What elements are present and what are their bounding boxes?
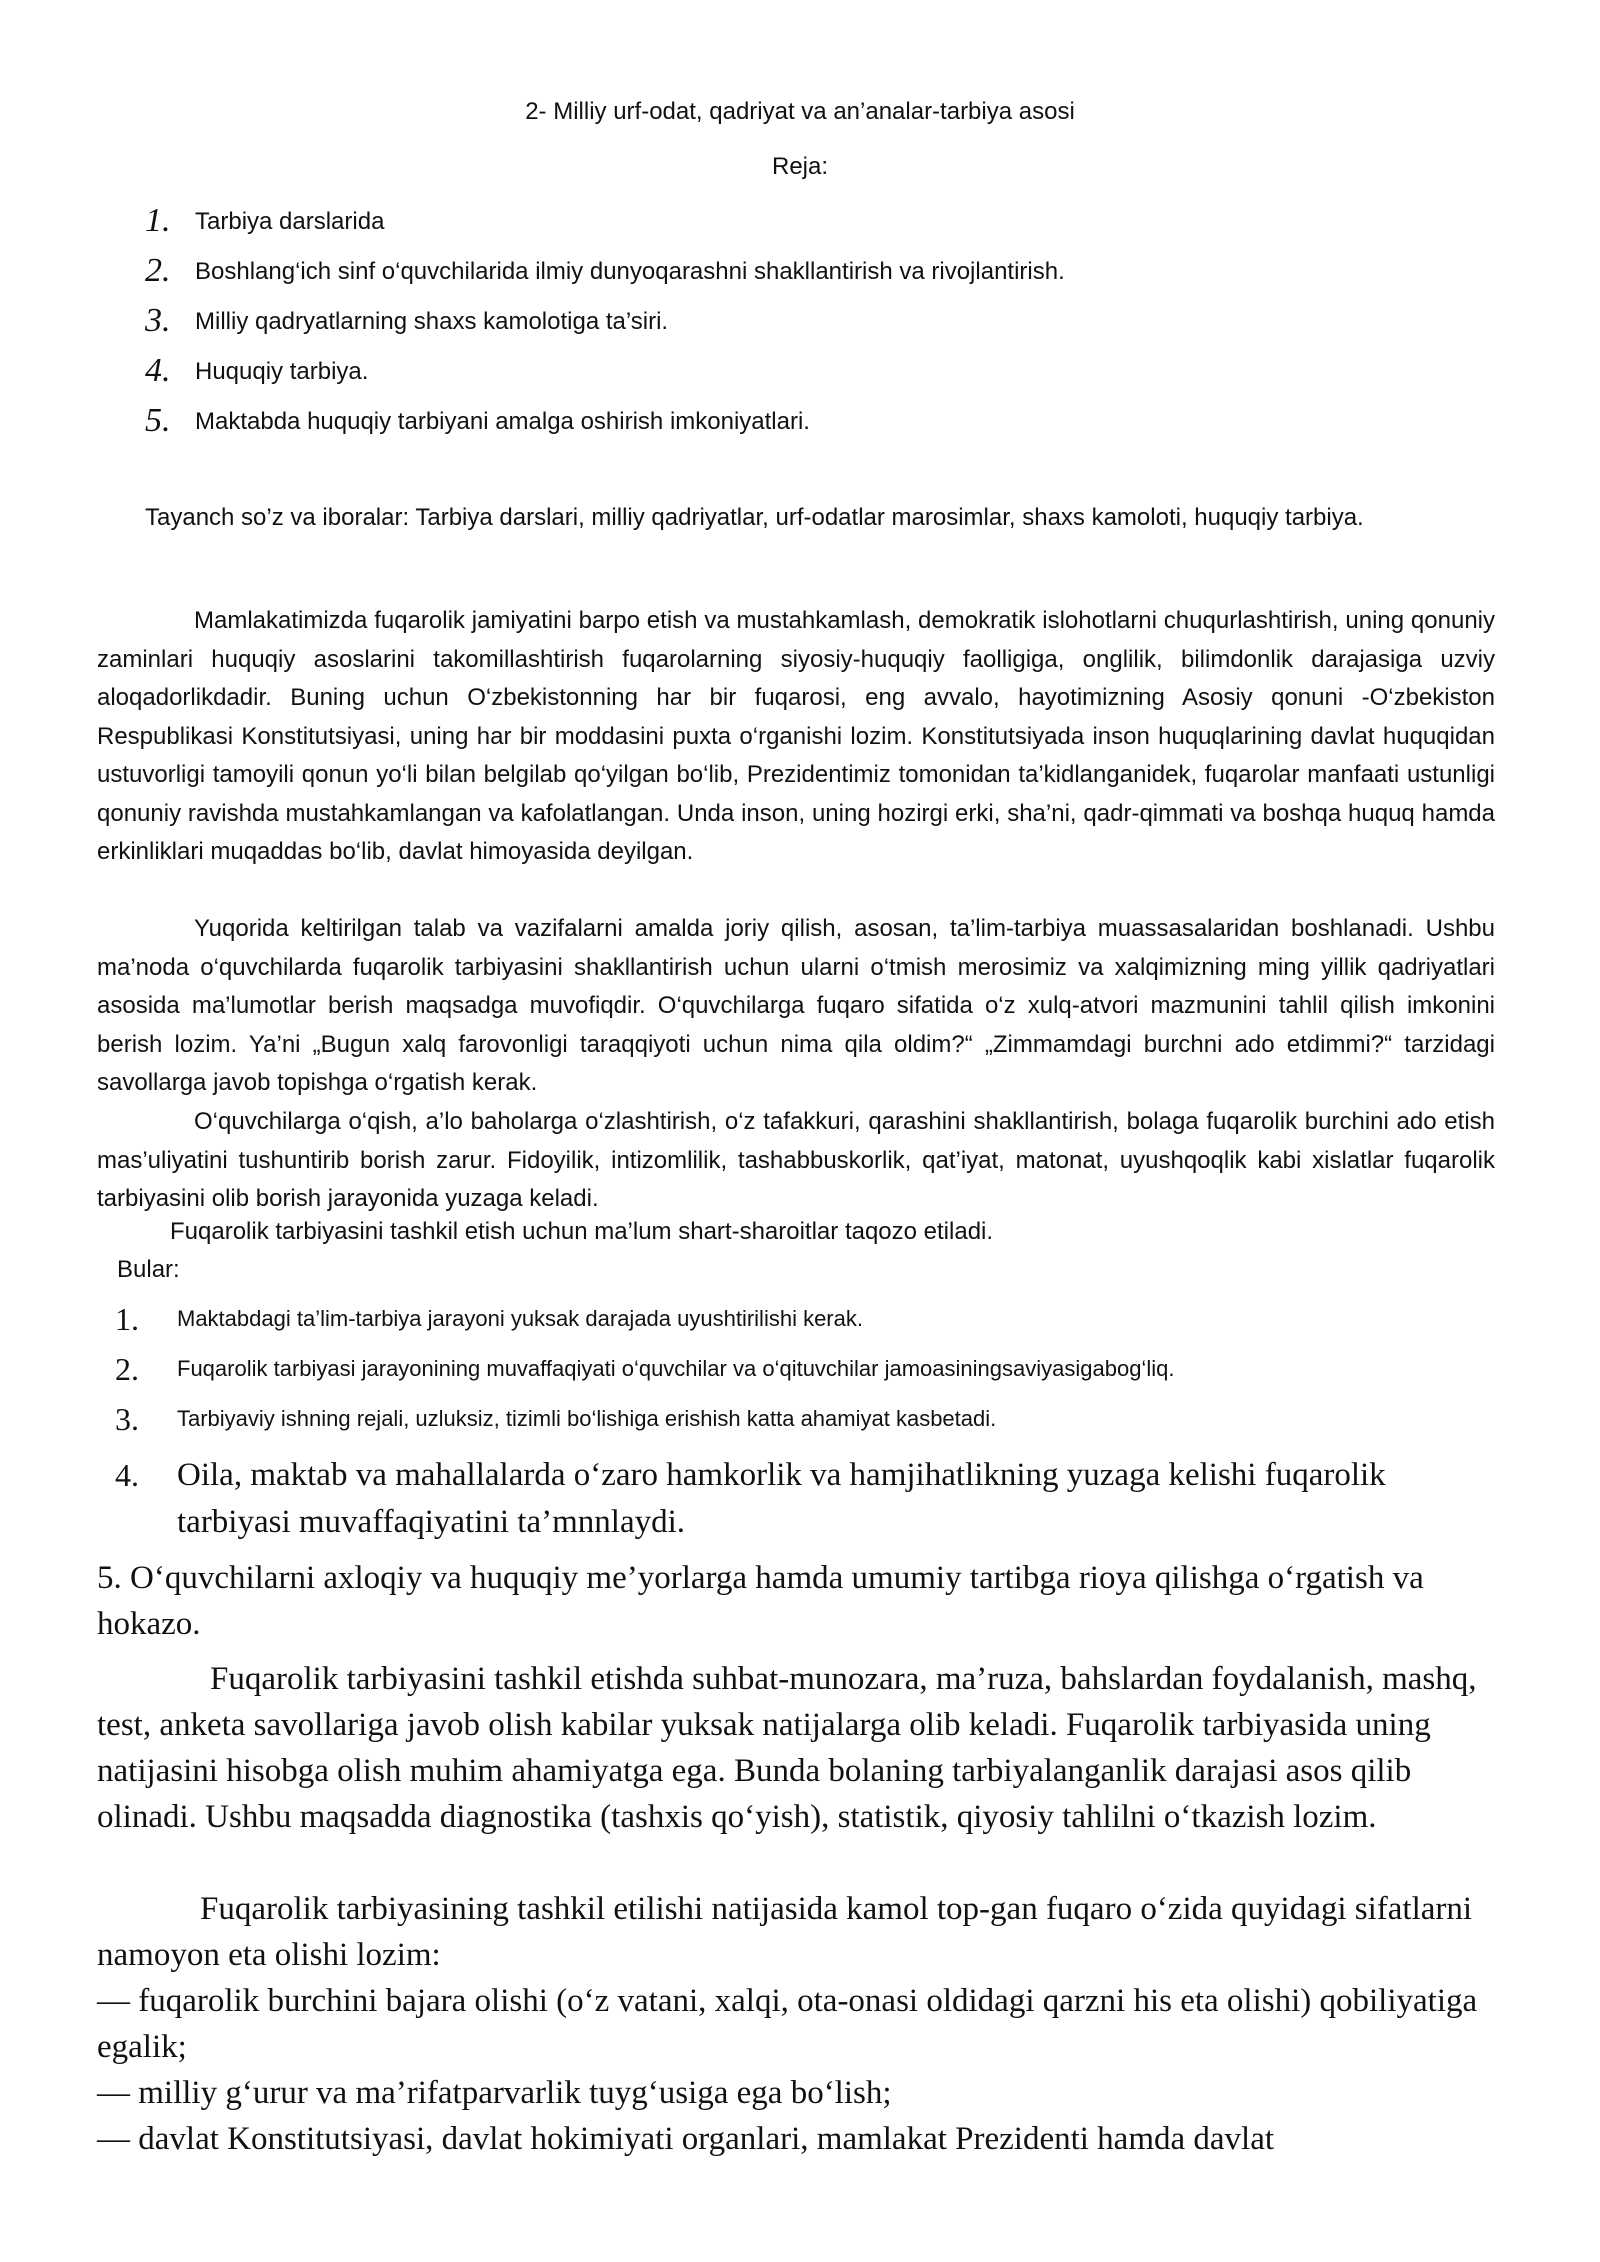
conditions-intro: Fuqarolik tarbiyasini tashkil etish uchun ma’lum shart-sharoitlar taqozo etiladi.: [170, 1218, 994, 1245]
quality-item: — fuqarolik burchini bajara olishi (o‘z vatani, xalqi, ota-onasi oldidagi qarzni his eta olishi) qobiliyatiga egalik;: [97, 1983, 1478, 2065]
plan-item: [145, 402, 1495, 458]
qualities-paragraph: Fuqarolik tarbiyasining tashkil etilishi natijasida kamol top-gan fuqaro o‘zida quyidagi sifatlarni namoyon eta olishi lozim:: [97, 1891, 1473, 1973]
plan-item-text: Boshlang‘ich sinf o‘quvchilarida ilmiy dunyoqarashni shakllantirish va rivojlantirish.: [195, 258, 1065, 285]
methods-paragraph: Fuqarolik tarbiyasini tashkil etishda suhbat-munozara, ma’ruza, bahslardan foydalanish, mashq, test, anketa savollariga javob olish kabilar yuksak natijalarga olib keladi. Fuqarolik tarbiyasida uning natijasini hisobga olish muhim ahamiyatga ega. Bunda bolaning tarbiyalanganlik darajasi asos qilib olinadi. Ushbu maqsadda diagnostika (tashxis qo‘yish), statistik, qiyosiy tahlilni o‘tkazish lozim.: [97, 1661, 1477, 1835]
plan-item-number: 1.: [145, 202, 171, 239]
plan-heading: Reja:: [771, 153, 829, 180]
document-title: 2- Milliy urf-odat, qadriyat va an’analar-tarbiya asosi: [525, 98, 1075, 125]
quality-item: — davlat Konstitutsiyasi, davlat hokimiyati organlari, mamlakat Prezidenti hamda davlat: [97, 2121, 1275, 2157]
conditions-label: Bular:: [117, 1256, 180, 1283]
plan-item-number: 3.: [145, 302, 171, 339]
plan-item-number: 5.: [145, 402, 171, 439]
plan-item: [145, 352, 1495, 408]
condition-number: 2.: [115, 1351, 139, 1387]
condition-item: [115, 1402, 1495, 1452]
plan-list: [145, 202, 1495, 458]
plan-item-text: Tarbiya darslarida: [195, 208, 385, 235]
plan-item-number: 2.: [145, 252, 171, 289]
condition-text: Tarbiyaviy ishning rejali, uzluksiz, tizimli bo‘lishiga erishish katta ahamiyat kasbetadi.: [177, 1406, 997, 1431]
condition-text: Fuqarolik tarbiyasi jarayonining muvaffaqiyati o‘quvchilar va o‘qituvchilar jamoasiningsaviyasigabog‘liq.: [177, 1356, 1175, 1381]
body-paragraph: Yuqorida keltirilgan talab va vazifalarni amalda joriy qilish, asosan, ta’lim-tarbiya muassasalaridan boshlanadi. Ushbu ma’noda o‘quvchilarda fuqarolik tarbiyasini shakllantirish uchun ularni o‘tmish merosimiz va xalqimizning ming yillik qadriyatlari asosida ma’lumotlar berish maqsadga muvofiqdir. O‘quvchilarga fuqaro sifatida o‘z xulq-atvori mazmunini tahlil qilish imkonini berish lozim. Ya’ni „Bugun xalq farovonligi taraqqiyoti uchun nima qila oldim?“ „Zimmamdagi burchni ado etdimmi?“ tarzidagi savollarga javob topishga o‘rgatish kerak.: [97, 915, 1495, 1096]
plan-item: [145, 302, 1495, 358]
condition-number: 1.: [115, 1301, 139, 1337]
condition-text: Maktabdagi ta’lim-tarbiya jarayoni yuksak darajada uyushtirilishi kerak.: [177, 1306, 863, 1331]
condition-item-5: 5. O‘quvchilarni axloqiy va huquqiy me’yorlarga hamda umumiy tartibga rioya qilishga o‘rgatish va hokazo.: [97, 1560, 1424, 1642]
plan-item: [145, 202, 1495, 258]
conditions-list: [115, 1302, 1495, 1546]
quality-item: — milliy g‘urur va ma’rifatparvarlik tuyg‘usiga ega bo‘lish;: [97, 2075, 892, 2111]
condition-item: [115, 1452, 1495, 1546]
condition-number: 4.: [115, 1457, 139, 1493]
condition-number: 3.: [115, 1401, 139, 1437]
body-paragraph: Mamlakatimizda fuqarolik jamiyatini barpo etish va mustahkamlash, demokratik islohotlarni chuqurlashtirish, uning qonuniy zaminlari huquqiy asoslarini takomillashtirish fuqarolarning siyosiy-huquqiy faolligiga, onglilik, bilimdonlik darajasiga uzviy aloqadorlikdadir. Buning uchun O‘zbekistonning har bir fuqarosi, eng avvalo, hayotimizning Asosiy qonuni -O‘zbekiston Respublikasi Konstitutsiyasi, uning har bir moddasini puxta o‘rganishi lozim. Konstitutsiyada inson huquqlarining davlat huquqidan ustuvorligi tamoyili qonun yo‘li bilan belgilab qo‘yilgan bo‘lib, Prezidentimiz tomonidan ta’kidlanganidek, fuqarolar manfaati ustunligi qonuniy ravishda mustahkamlangan va kafolatlangan. Unda inson, uning hozirgi erki, sha’ni, qadr-qimmati va boshqa huquq hamda erkinliklari muqaddas bo‘lib, davlat himoyasida deyilgan.: [97, 607, 1495, 865]
condition-text: Oila, maktab va mahallalarda o‘zaro hamkorlik va hamjihatlikning yuzaga kelishi fuqarolik tarbiyasi muvaffaqiyatini ta’mnnlaydi.: [177, 1457, 1386, 1540]
plan-item-text: Maktabda huquqiy tarbiyani amalga oshirish imkoniyatlari.: [195, 408, 810, 435]
condition-item: [115, 1352, 1495, 1402]
plan-item-text: Huquqiy tarbiya.: [195, 358, 369, 385]
condition-item: [115, 1302, 1495, 1352]
body-paragraph: O‘quvchilarga o‘qish, a’lo baholarga o‘zlashtirish, o‘z tafakkuri, qarashini shakllantirish, bolaga fuqarolik burchini ado etish mas’uliyatini tushuntirib borish zarur. Fidoyilik, intizomlilik, tashabbuskorlik, qat’iyat, matonat, uyushqoqlik kabi xislatlar fuqarolik tarbiyasini olib borish jarayonida yuzaga keladi.: [97, 1108, 1495, 1212]
plan-item: [145, 252, 1495, 308]
keywords-paragraph: Tayanch so’z va iboralar: Tarbiya darslari, milliy qadriyatlar, urf-odatlar marosimlar, shaxs kamoloti, huquqiy tarbiya.: [145, 504, 1364, 531]
plan-item-number: 4.: [145, 352, 171, 389]
plan-item-text: Milliy qadryatlarning shaxs kamolotiga ta’siri.: [195, 308, 669, 335]
